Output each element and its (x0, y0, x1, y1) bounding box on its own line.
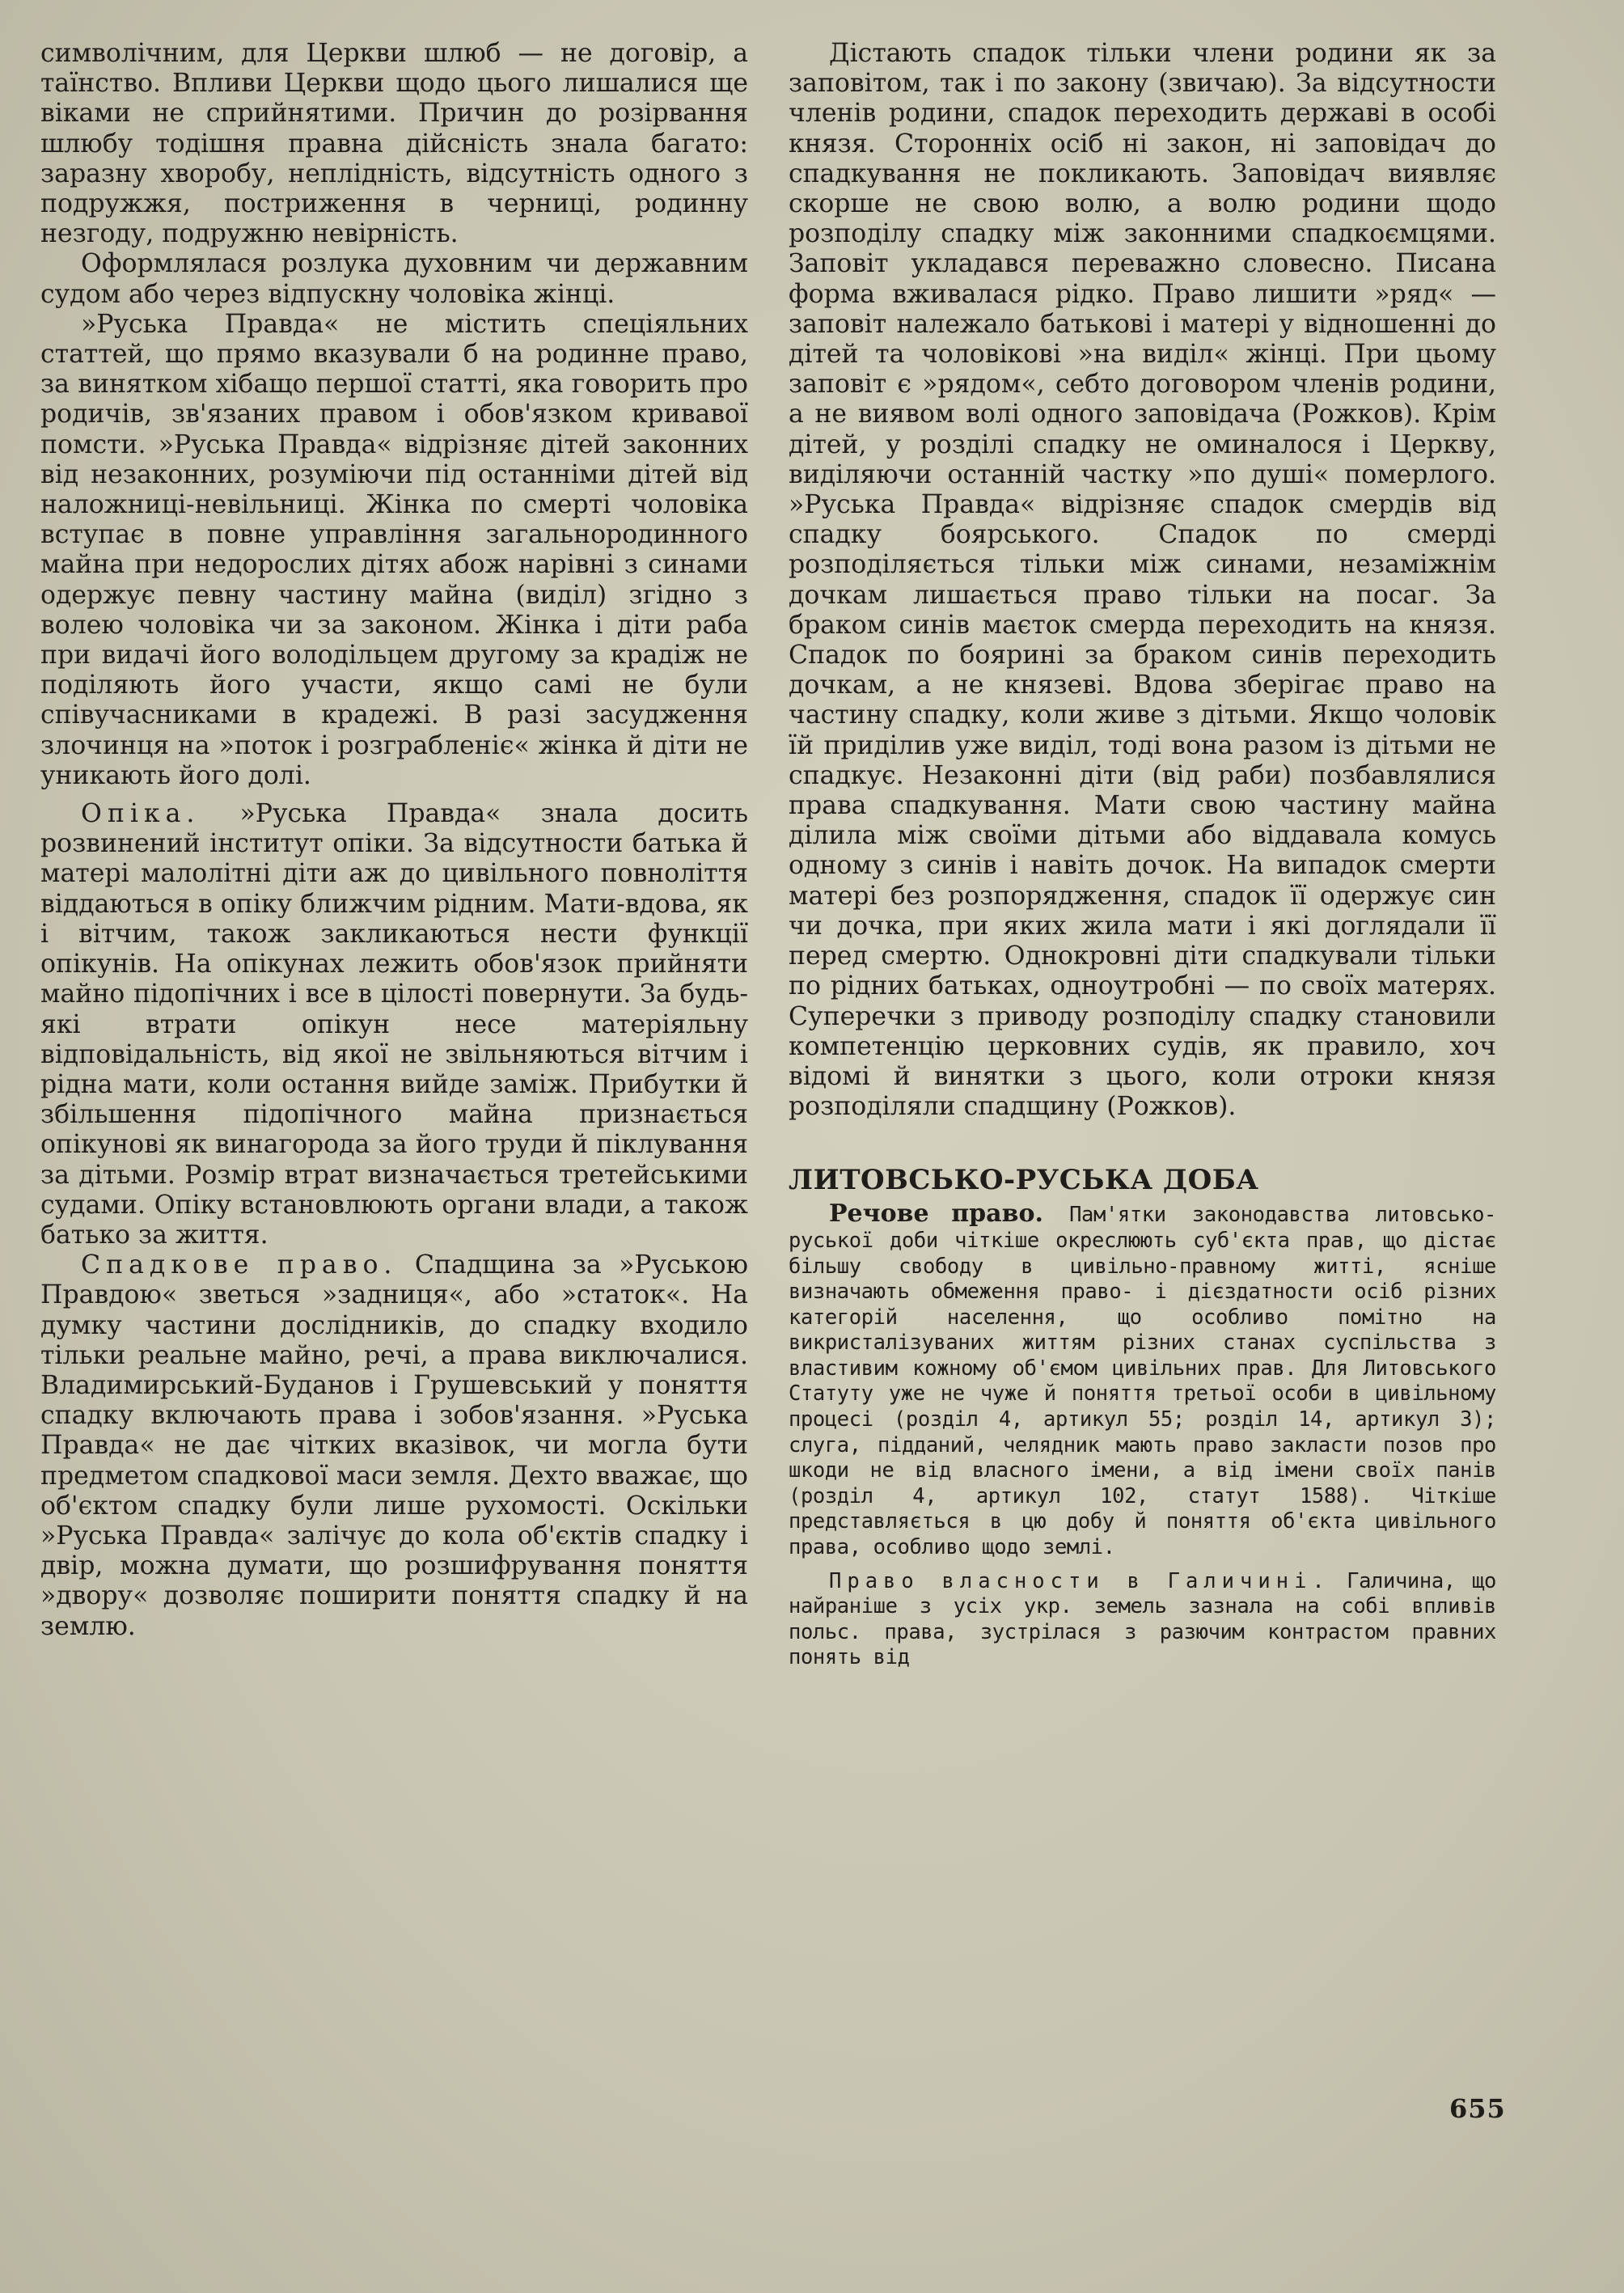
left-column (40, 39, 748, 1642)
guardianship-text: »Руська Правда« знала досить розвинений інститут опіки. За відсутности батька й матері малолітні діти аж до цивільного повноліття віддаються в опіку ближчим рідним. Мати-вдова, як і вітчим, також закликаються нести функції опікунів. На опікунах лежить обов'язок прийняти майно підопічних і все в цілості повернути. За будь-які втрати опікун несе матеріяльну відповідальність, від якої не звільняються вітчим і рідна мати, коли остання вийде заміж. Прибутки й збільшення підопічного майна признається опікунові як винагорода за його труди й піклування за дітьми. Розмір втрат визначається третейськими судами. Опіку встановлюють органи влади, а також батько за життя. (40, 799, 748, 1250)
paragraph-inheritance-heirs: Дістають спадок тільки члени родини як за заповітом, так і по закону (звичаю). За відсутности членів родини, спадок переходить державі в особі князя. Сторонніх осіб ні закон, ні заповідач до спадкування не покликають. Заповідач виявляє скорше не свою волю, а волю родини щодо розподілу спадку між законними спадкоємцями. Заповіт укладався переважно словесно. Писана форма вживалася рідко. Право лишити »ряд« — заповіт належало батькові і матері у відношенні до дітей та чоловікові »на виділ« жінці. При цьому заповіт є »рядом«, себто договором членів родини, а не виявом волі одного заповідача (Рожков). Крім дітей, у розділі спадку не оминалося і Церкву, виділяючи останній частку »по душі« померлого. »Руська Правда« відрізняє спадок смердів від спадку боярського. Спадок по смерді розподіляється тільки між синами, незаміжнім дочкам лишається право тільки на посаг. За браком синів маєток смерда переходить на князя. Спадок по боярині за браком синів переходить дочкам, а не князеві. Вдова зберігає право на частину спадку, коли живе з дітьми. Якщо чоловік їй приділив уже виділ, тоді вона разом із дітьми не спадкує. Незаконні діти (від раби) позбавлялися права спадкування. Мати свою частину майна ділила між своїми дітьми або віддавала комусь одному з синів і навіть дочок. На випадок смерти матері без розпорядження, спадок її одержує син чи дочка, при яких жила мати і які доглядали її перед смертю. Однокровні діти спадкували тільки по рідних батьках, одноутробні — по своїх матерях. Суперечки з приводу розподілу спадку становили компетенцію церковних судів, як правило, хоч відомі й винятки з цього, коли отроки князя розподіляли спадщину (Рожков). (789, 39, 1496, 1122)
subheading-property-law: Речове право. (829, 1199, 1043, 1229)
subheading-guardianship: Опіка. (81, 799, 201, 829)
paragraph-property-law (789, 1201, 1496, 1560)
paragraph-inheritance-law (40, 1250, 748, 1642)
paragraph-marriage-dissolution: символічним, для Церкви шлюб — не договір, а таїнство. Впливи Церкви щодо цього лишалися ще віками не сприйнятими. Причин до розірвання шлюбу тодішня правна дійсність знала багато: заразну хворобу, неплідність, відсутність одного з подружжя, постриження в черниці, родинну незгоду, подружню невірність. (40, 39, 748, 249)
paragraph-family-law: »Руська Правда« не містить спеціяльних статтей, що прямо вказували б на родинне право, за винятком хібащо першої статті, яка говорить про родичів, зв'язаних правом і обов'язком кривавої помсти. »Руська Правда« відрізняє дітей законних від незаконних, розуміючи під останніми дітей від наложниці-невільниці. Жінка по смерті чоловіка вступає в повне управління загальнородинного майна при недорослих дітях абож нарівні з синами одержує певну частину майна (виділ) згідно з волею чоловіка чи за законом. Жінка і діти раба при видачі його володільцем другому за крадіж не поділяють його участи, якщо самі не були співучасниками в крадежі. В разі засудження злочинця на »поток і розграбленіє« жінка й діти не уникають його долі. (40, 309, 748, 790)
subheading-inheritance-law: Спадкове право. (81, 1250, 398, 1280)
paragraph-ownership-galicia (789, 1569, 1496, 1671)
paragraph-guardianship (40, 799, 748, 1250)
subheading-ownership-galicia: Право власности в Галичині. (829, 1568, 1330, 1593)
page-number: 655 (1449, 2093, 1506, 2124)
inheritance-law-text: Спадщина за »Руською Правдою« зветься »задниця«, або »статок«. На думку частини дослідників, до спадку входило тільки реальне майно, речі, а права виключалися. Владимирський-Буданов і Грушевський у поняття спадку включають права і зобов'язання. »Руська Правда« не дає чітких вказівок, чи могла бути предметом спадкової маси земля. Дехто вважає, що об'єктом спадку були лише рухомості. Оскільки »Руська Правда« залічує до кола об'єктів спадку і двір, можна думати, що розшифрування поняття »двору« дозволяє поширити поняття спадку й на землю. (40, 1250, 748, 1641)
property-law-text: Пам'ятки законодавства литовсько-руської доби чіткіше окреслюють суб'єкта прав, що дістає більшу свободу в цивільно-правному житті, ясніше визначають обмеження право- і дієздатности осіб різних категорій населення, що особливо помітно на викристалізуваних життям різних станах суспільства з властивим кожному об'ємом цивільних прав. Для Литовського Статуту уже не чуже й поняття третьої особи в цивільному процесі (розділ 4, артикул 55; розділ 14, артикул 3); слуга, підданий, челядник мають право закласти позов про шкоди не від власного імени, а від імени своїх панів (розділ 4, артикул 102, статут 1588). Чіткіше представляється в цю добу й поняття об'єкта цивільного права, особливо щодо землі. (789, 1203, 1496, 1560)
paragraph-separation: Оформлялася розлука духовним чи державним судом або через відпускну чоловіка жінці. (40, 249, 748, 309)
section-heading: ЛИТОВСЬКО-РУСЬКА ДОБА (789, 1164, 1259, 1197)
ownership-galicia-text: Галичина, що найраніше з усіх укр. земель зазнала на собі впливів польс. права, зустрілася з разючим контрастом правних понять від (789, 1568, 1496, 1670)
right-column (789, 39, 1496, 1671)
